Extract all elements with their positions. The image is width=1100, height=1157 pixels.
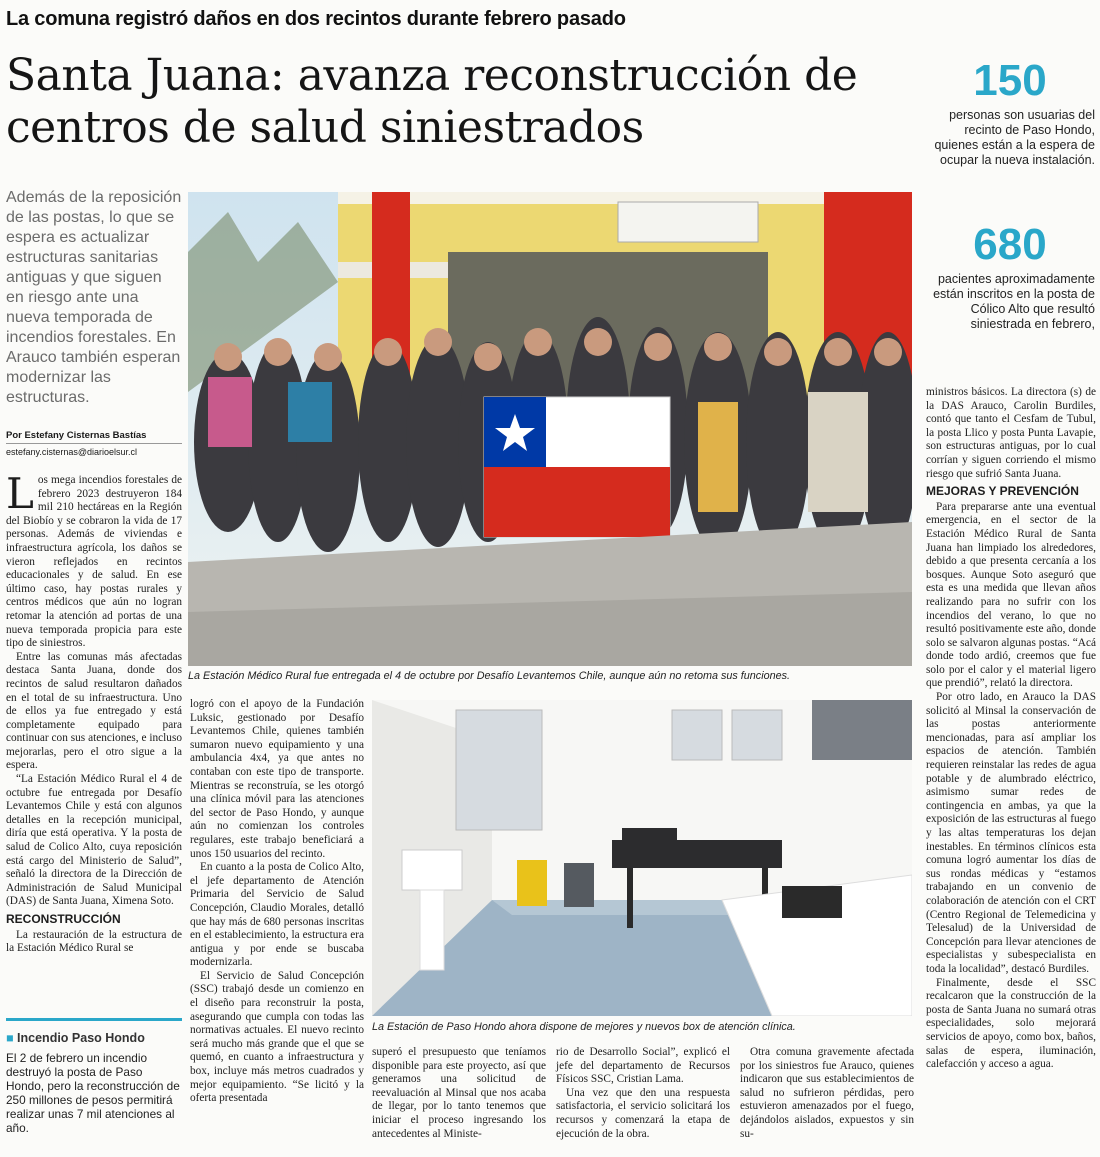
col2-paragraph-1: logró con el apoyo de la Fundación Luksic, gestionado por Desafío Levantemos Chile, quienes también sumaron nuevo equipamiento y una ambulancia 4x4, ya que antes no contaban con este tipo de transporte. Mientras se reconstruía, se les otorgó una clínica móvil para las atenciones del sector de Paso Hondo, y aunque aún no comienzan los controles regulares, este trabajo beneficiará a unos 150 usuarios del recinto. (190, 698, 364, 860)
drop-cap: L (6, 469, 34, 518)
bottom-col2-text-b: Una vez que den una respuesta satisfactoria, el servicio solicitará los recursos y comenzará la etapa de ejecución de la obra. (556, 1086, 730, 1140)
col4-paragraph-3: Por otro lado, en Arauco la DAS solicitó al Minsal la conservación de las postas anteriormente mencionadas, para así ampliar los espacios de atención. También requieren reinstalar las redes de agua potable y de alumbrado eléctrico, asimismo sumar redes de contingencia en ambas, ya que la exposición de las estructuras al fuego y las altas temperaturas los dejan inestables. En términos clínicos esta comuna logró aumentar los días de sus rondas médicas y “estamos trabajando en un convenio de colaboración de atención con el CRT (Centro Regional de Telemedicina y Telesalud) de la Universidad de Concepción para llevar atenciones de especialistas y subespecialista en toda la localidad”, destacó Burdiles. (926, 691, 1096, 975)
col1-paragraph-3: “La Estación Médico Rural el 4 de octubre fue entregada por Desafío Levantemos Chile y está con algunos detalles en la recepción municipal, diría que está operativa. Y la posta de salud de Colico Alto, cuya reposición está cargo del Ministerio de Salud”, señaló la directora de la Dirección de Administración de Salud Municipal (DAS) de Santa Juana, Ximena Soto. (6, 773, 182, 908)
bottom-col2-text-a: rio de Desarrollo Social”, explicó el jefe del departamento de Recursos Físicos SSC, Cristian Lama. (556, 1046, 730, 1086)
bottom-col1-text: superó el presupuesto que teníamos disponible para este proyecto, así que generamos una solicitud de reevaluación al Minsal que nos acaba de llegar, por lo tanto tenemos que iniciar el proceso ingresando los antecedentes al Ministe- (372, 1046, 546, 1140)
stat-text-1: personas son usuarias del recinto de Paso Hondo, quienes están a la espera de ocupar la nueva instalación. (934, 108, 1095, 167)
kicker: La comuna registró daños en dos recintos durante febrero pasado (6, 8, 626, 30)
col4-paragraph-4: Finalmente, desde el SSC recalcaron que la construcción de la posta de Santa Juana no sumará otras especialidades, solo mejorará servicios de apoyo, como box, baños, salas de espera, iluminación, calefacción y acceso a agua. (926, 976, 1096, 1071)
photo-clinic-room (372, 700, 912, 1016)
col1-paragraph-2: Entre las comunas más afectadas destaca Santa Juana, donde dos recintos de salud resultaron dañados en el total de su infraestructura. Uno de ellos ya fue entregado y está completamente equipado para continuar con sus atenciones, e incluso mejorarlas, pero el otro sigue a la espera. (6, 650, 182, 772)
subhead-reconstruccion: RECONSTRUCCIÓN (6, 912, 121, 926)
column-2 (190, 698, 364, 1106)
author-email: estefany.cisternas@diarioelsur.cl (6, 447, 138, 457)
photo1-caption: La Estación Médico Rural fue entregada el 4 de octubre por Desafío Levantemos Chile, aunque aún no retoma sus funciones. (188, 670, 791, 682)
col1-paragraph-4: La restauración de la estructura de la Estación Médico Rural se (6, 928, 182, 955)
bottom-column-1 (372, 1046, 546, 1141)
bottom-column-3 (740, 1046, 914, 1141)
box-title: ■ Incendio Paso Hondo (6, 1031, 145, 1045)
col2-paragraph-3: El Servicio de Salud Concepción (SSC) trabajó desde un comienzo en el diseño para reconstruir la posta, asegurando que cumpla con todas las normativas actuales. El nuevo recinto será mucho más grande que el que se quemó, en cuanto a infraestructura y box, incluye más metros cuadrados y mejor equipamiento. “Se licitó y la oferta presentada (190, 969, 364, 1105)
col4-paragraph-1: ministros básicos. La directora (s) de la DAS Arauco, Carolin Burdiles, contó que tanto el Cesfam de Tubul, la posta Llico y posta Punta Lavapie, son estructuras antiguas, por lo cual corrían y siguen corriendo el mismo riesgo que sufrió Santa Juana. (926, 386, 1096, 480)
bottom-col3-text: Otra comuna gravemente afectada por los siniestros fue Arauco, quienes indicaron que sus establecimientos de salud no sufrieron pérdidas, pero estuvieron amenazados por el fuego, dejándolos aislados, expuestos y sin su- (740, 1046, 914, 1140)
column-1 (6, 469, 182, 956)
col1-paragraph-1: os mega incendios forestales de febrero 2023 destruyeron 184 mil 210 hectáreas en la Región del Biobío y se cobraron la vida de 17 personas. Además de viviendas e infraestructura agrícola, los daños se vieron reflejados en recintos educacionales y de salud. En ese último caso, hay postas rurales y centros médicos que aún no logran retomar la atención ad portas de una nueva temporada propicia para este tipo de siniestros. (6, 474, 182, 650)
headline: Santa Juana: avanza reconstrucción de centros de salud siniestrados (6, 50, 858, 153)
stat-text-2: pacientes aproximadamente están inscritos en la posta de Cólico Alto que resultó siniestrada en febrero, (933, 272, 1095, 331)
stat-number-2: 680 (973, 220, 1047, 269)
photo-inauguration (188, 192, 912, 666)
box-body: El 2 de febrero un incendio destruyó la posta de Paso Hondo, pero la reconstrucción de 250 millones de pesos permitirá realizar unas 7 mil atenciones al año. (6, 1051, 180, 1135)
stat-number-1: 150 (973, 56, 1047, 105)
side-box (6, 1018, 182, 1135)
lead-paragraph: Además de la reposición de las postas, lo que se espera es actualizar estructuras sanitarias antiguas y que siguen en riesgo ante una nueva temporada de incendios forestales. En Arauco también esperan modernizar las estructuras. (6, 189, 182, 406)
column-4 (926, 386, 1096, 1072)
bottom-column-2 (556, 1046, 730, 1141)
col2-paragraph-2: En cuanto a la posta de Colico Alto, el jefe departamento de Atención Primaria del Servicio de Salud Concepción, Claudio Morales, detalló que hay más de 680 personas inscritas en el establecimiento, la estructura era antigua y por ende se buscaba modernizarla. (190, 861, 364, 969)
subhead-mejoras: MEJORAS Y PREVENCIÓN (926, 484, 1079, 499)
byline: Por Estefany Cisternas Bastías (6, 430, 182, 444)
photo2-caption: La Estación de Paso Hondo ahora dispone de mejores y nuevos box de atención clínica. (372, 1021, 796, 1033)
col4-paragraph-2: Para prepararse ante una eventual emergencia, en el sector de la Estación Médico Rural de Santa Juana han limpiado los alrededores, debido a que presenta cercanía a los bosques. Aunque Soto aseguró que esta es una medida que llevan años realizando para no sufrir con los incendios del verano, lo que no resultó positivamente este año, donde solo se salvaron algunas postas. “Acá donde todo ardió, creemos que fue solo por el calor y el material ligero que prendió”, relató la directora. (926, 500, 1096, 690)
